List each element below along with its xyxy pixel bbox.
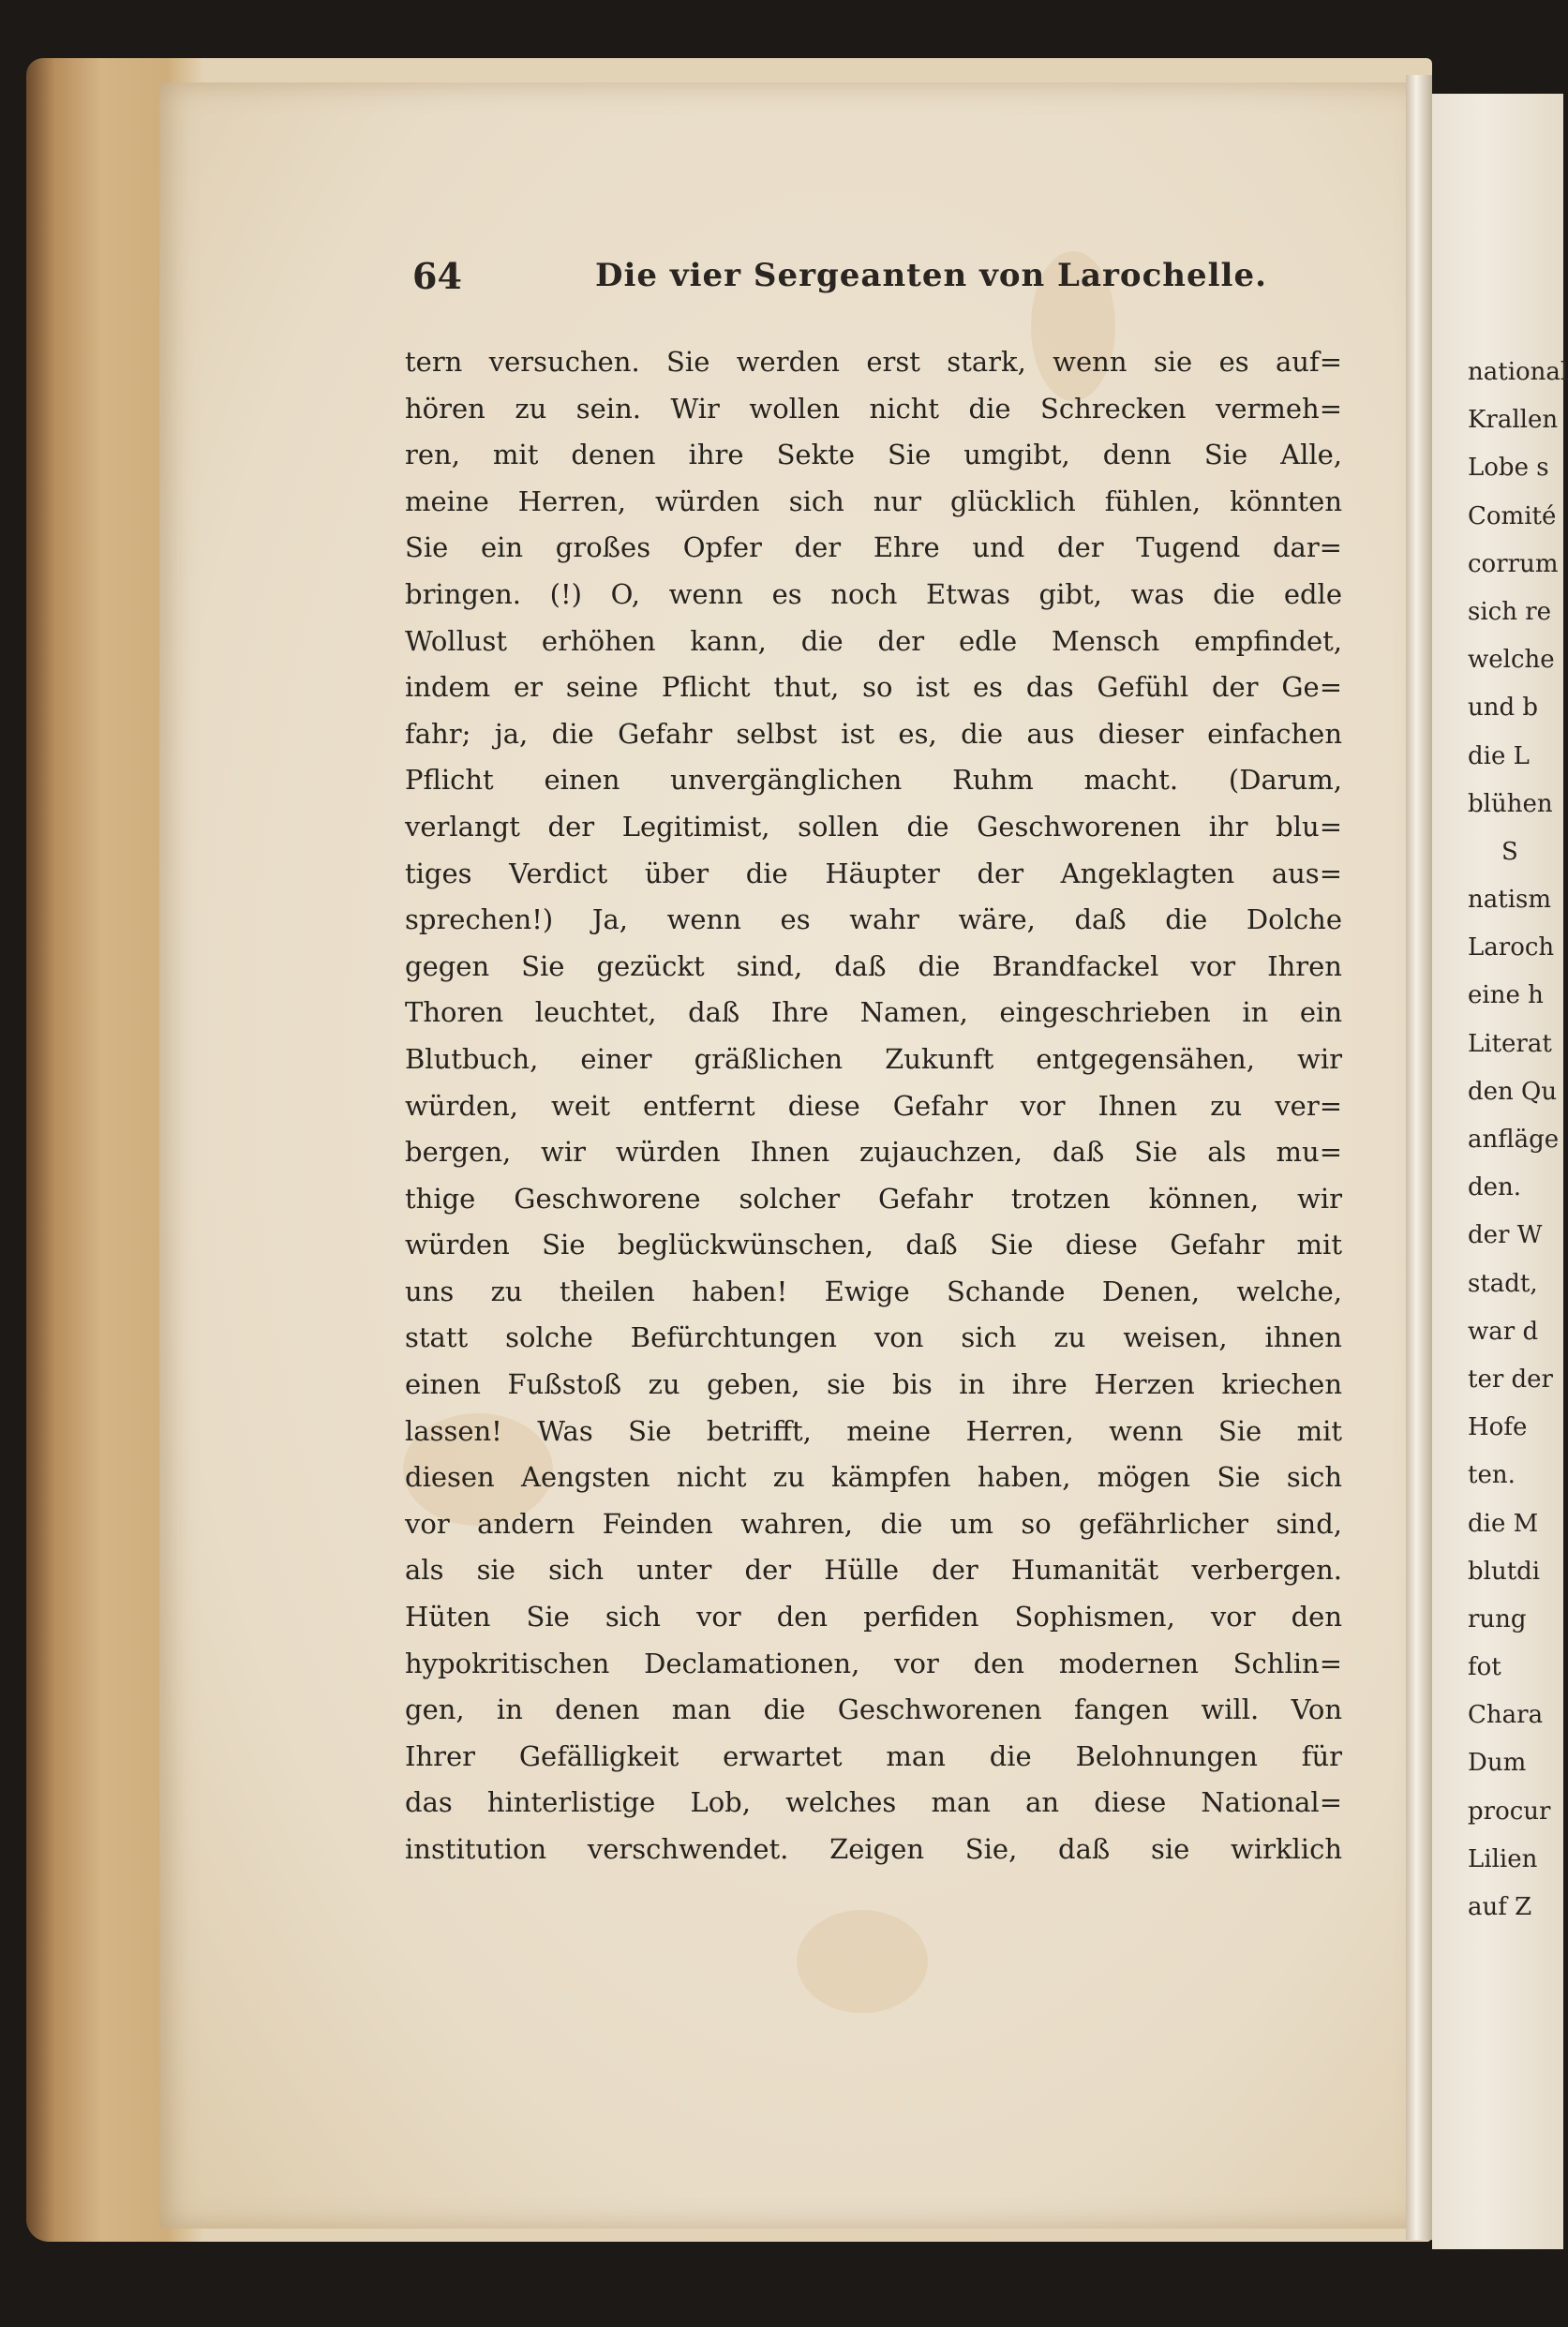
facing-text-line: Literat: [1468, 1029, 1552, 1058]
running-title: Die vier Sergeanten von Larochelle.: [595, 257, 1267, 294]
facing-text-line: blutdi: [1468, 1557, 1541, 1586]
text-line: als sie sich unter der Hülle der Humanität verbergen.: [405, 1554, 1342, 1587]
facing-text-line: Dum: [1468, 1749, 1527, 1778]
facing-text-line: sich re: [1468, 597, 1552, 626]
facing-text-line: natism: [1468, 886, 1552, 915]
facing-text-line: corrum: [1468, 549, 1559, 578]
text-line: lassen! Was Sie betrifft, meine Herren, wenn Sie mit: [405, 1414, 1342, 1447]
text-line: tern versuchen. Sie werden erst stark, wenn sie es auf=: [405, 346, 1342, 378]
text-line: das hinterlistige Lob, welches man an diese National=: [405, 1786, 1342, 1819]
facing-text-line: den Qu: [1468, 1077, 1558, 1106]
text-line: verlangt der Legitimist, sollen die Geschworenen ihr blu=: [405, 810, 1342, 843]
facing-text-line: Laroch: [1468, 933, 1555, 962]
facing-text-line: Comité: [1468, 501, 1557, 530]
facing-text-line: der W: [1468, 1221, 1543, 1250]
text-line: bergen, wir würden Ihnen zujauchzen, daß Sie als mu=: [405, 1136, 1342, 1169]
text-line: institution verschwendet. Zeigen Sie, daß sie wirklich: [405, 1833, 1342, 1865]
facing-text-line: Krallen: [1468, 406, 1559, 435]
page-header: [412, 255, 1350, 302]
facing-text-line: war d: [1468, 1317, 1539, 1346]
facing-text-line: ter der: [1468, 1365, 1553, 1394]
text-line: statt solche Befürchtungen von sich zu weisen, ihnen: [405, 1321, 1342, 1354]
facing-text-line: Lilien: [1468, 1844, 1538, 1873]
text-line: tiges Verdict über die Häupter der Angeklagten aus=: [405, 857, 1342, 889]
facing-text-line: rung: [1468, 1604, 1527, 1633]
text-line: hören zu sein. Wir wollen nicht die Schrecken vermeh=: [405, 392, 1342, 425]
text-line: meine Herren, würden sich nur glücklich fühlen, könnten: [405, 485, 1342, 517]
facing-page-text: [1468, 349, 1568, 1932]
text-line: bringen. (!) O, wenn es noch Etwas gibt, was die edle: [405, 577, 1342, 610]
text-line: ren, mit denen ihre Sekte Sie umgibt, denn Sie Alle,: [405, 439, 1342, 471]
facing-text-line: anfläge: [1468, 1126, 1560, 1154]
text-line: Thoren leuchtet, daß Ihre Namen, eingeschrieben in ein: [405, 996, 1342, 1029]
text-line: Hüten Sie sich vor den perfiden Sophismen, vor den: [405, 1601, 1342, 1633]
text-line: würden Sie beglückwünschen, daß Sie diese Gefahr mit: [405, 1229, 1342, 1261]
text-line: uns zu theilen haben! Ewige Schande Denen, welche,: [405, 1275, 1342, 1307]
facing-text-line: welche: [1468, 646, 1555, 675]
page-body-text: [405, 339, 1342, 1873]
text-line: würden, weit entfernt diese Gefahr vor Ihnen zu ver=: [405, 1089, 1342, 1122]
facing-text-line: auf Z: [1468, 1893, 1532, 1921]
text-line: gen, in denen man die Geschworenen fangen will. Von: [405, 1693, 1342, 1726]
facing-text-line: die M: [1468, 1509, 1539, 1538]
facing-text-line: ten.: [1468, 1461, 1516, 1490]
text-line: Ihrer Gefälligkeit erwartet man die Belohnungen für: [405, 1739, 1342, 1772]
text-line: thige Geschworene solcher Gefahr trotzen können, wir: [405, 1182, 1342, 1215]
facing-text-line: Lobe s: [1468, 454, 1549, 483]
facing-text-line: die L: [1468, 741, 1530, 770]
text-line: hypokritischen Declamationen, vor den modernen Schlin=: [405, 1647, 1342, 1679]
text-line: indem er seine Pflicht thut, so ist es das Gefühl der Ge=: [405, 671, 1342, 704]
text-line: vor andern Feinden wahren, die um so gefährlicher sind,: [405, 1507, 1342, 1540]
facing-text-line: procur: [1468, 1797, 1551, 1826]
text-line: Blutbuch, einer gräßlichen Zukunft entgegensähen, wir: [405, 1042, 1342, 1075]
text-line: einen Fußstoß zu geben, sie bis in ihre Herzen kriechen: [405, 1368, 1342, 1401]
text-line: sprechen!) Ja, wenn es wahr wäre, daß die Dolche: [405, 903, 1342, 936]
text-line: diesen Aengsten nicht zu kämpfen haben, mögen Sie sich: [405, 1461, 1342, 1494]
facing-text-line: blühen: [1468, 789, 1553, 818]
text-line: fahr; ja, die Gefahr selbst ist es, die aus dieser einfachen: [405, 717, 1342, 750]
text-line: Pflicht einen unvergänglichen Ruhm macht. (Darum,: [405, 764, 1342, 797]
facing-text-line: national: [1468, 358, 1568, 386]
facing-text-line: stadt,: [1468, 1269, 1538, 1298]
facing-text-line: den.: [1468, 1173, 1522, 1202]
text-line: Wollust erhöhen kann, die der edle Mensch empfindet,: [405, 624, 1342, 657]
paper-stain: [797, 1910, 928, 2013]
book-gutter: [1406, 75, 1432, 2240]
page-number: 64: [412, 255, 462, 297]
text-line: gegen Sie gezückt sind, daß die Brandfackel vor Ihren: [405, 949, 1342, 982]
facing-text-line: eine h: [1468, 981, 1544, 1010]
facing-text-line: Hofe: [1468, 1413, 1528, 1442]
facing-text-line: S: [1501, 837, 1518, 866]
facing-text-line: Chara: [1468, 1701, 1544, 1730]
text-line: Sie ein großes Opfer der Ehre und der Tugend dar=: [405, 531, 1342, 564]
facing-text-line: und b: [1468, 694, 1539, 723]
facing-text-line: fot: [1468, 1653, 1501, 1682]
